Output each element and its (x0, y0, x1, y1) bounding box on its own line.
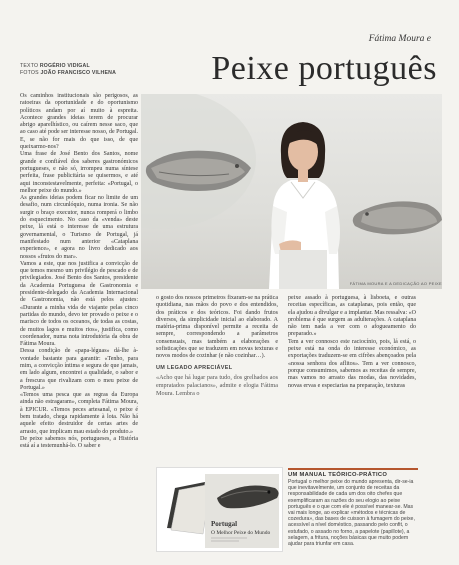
article-title: Peixe português (211, 50, 437, 87)
sidebar-box (288, 468, 418, 547)
woman-figure (269, 122, 340, 289)
text-column-3 (288, 295, 416, 390)
photo-illustration (141, 94, 442, 289)
portrait-photo (141, 94, 442, 289)
paragraph: o gosto dos nossos primeiros fixaram-se na prática quotidiana, nas mãos do povo e dos entendidos, dos práticos e dos teóricos. Foi dando frutos diversos, da simplicidade inicial ao elaborado. A matéria-prima disponível permite a receita de sempre, correspondendo a parâmetros consensuais, mas também a elaborações e sofisticações que se traduzem em novas texturas e novos modos de cozinhar (e não cozinhar…). (156, 295, 278, 360)
paragraph: peixe assado à portuguesa, à lisboeta, e outras receitas específicas, as cataplanas, pois então, que ela ajudou a divulgar e a implantar. Mas ressalva: «O problema é que surgem as adulterações. A cataplana não tem nada a ver com o afogueamento do preparado.» (288, 295, 416, 338)
photographer-name: JOÃO FRANCISCO VILHENA (40, 70, 117, 76)
author-line: Fátima Moura e (368, 34, 431, 44)
book-image (156, 467, 283, 552)
text-column-2 (156, 295, 278, 398)
book-title-line2: O Melhor Peixe do Mundo (211, 530, 271, 536)
paragraph: Vamos a este, que nos justifica a convicção de que temos mesmo um privilégio de pescado e de privilegiados. José Bento dos Santos, presidente da Academia Portuguesa de Gastronomia e presidente-delegado da Academia Internacional de Gastronomia, não está pelos ajustes: «Durante a minha vida de viajante pelas cinco partidas do mundo, devo ter provado o peixe e o marisco de todos os oceanos, de todas as costas, de muitos lagos e muitos rios», justifica, como coordenador, numa nota introdutória da obra de Fátima Moura. (20, 260, 138, 348)
author-name: ROGÉRIO VIDIGAL (39, 63, 90, 69)
text-column-1 (20, 93, 138, 451)
credits: TEXTO ROGÉRIO VIDIGAL FOTOS JOÃO FRANCISCO VILHENA (20, 63, 117, 76)
pull-quote: «Acho que há lugar para tudo, dos grelhados aos empratados palacianos», admite e elogia Fátima Moura. Lembra o (156, 373, 278, 397)
paragraph: Dessa condição de «papa-léguas» dá-lhe à-vontade bastante para garantir: «Tenho, para mim, a convicção íntima e segura de que jamais, em lado algum, encontrei a qualidade, o sabor e a frescura que rivalizam com o meu peixe de Portugal.» (20, 348, 138, 391)
photo-caption: FÁTIMA MOURA E A DEDICAÇÃO AO PEIXE (349, 281, 442, 286)
paragraph: De peixe sabemos nós, portugueses, a História está aí a testemunhá-lo. O saber e (20, 435, 138, 450)
fish-sculpture-right (353, 201, 442, 234)
paragraph: Uma frase de José Bento dos Santos, nome grande e confiável dos saberes gastronómicos portugueses, e não só, irrompeu numa síntese perfeita, frase publicitária se quisermos, e até aqui inconstestavelmente, perfeita: «Portugal, o melhor peixe do mundo.» (20, 151, 138, 194)
book-cover-illustration (157, 468, 283, 552)
sidebar-body: Portugal o melhor peixe do mundo apresenta, dir-se-ia que inevitavelmente, um conjunto de receitas da responsabilidade de cada um dos oito chefes que exemplificaram as razões do seu elogio ao peixe português e o que com ele é possível manear-se. Mas vai mais longe, ao explicar «métodos e técnicas de cozedura», das bases de cuisson à fumagem do peixe, acessível a nível doméstico, passando pelo confit, o estufado, o assado no forno, a papelote (papillote), a selagem, a fritura, noções básicas que muito podem ajudar para triunfar em casa. (288, 479, 415, 548)
paragraph: «Temos uma pesca que as regras da Europa ainda não estragaram», completa Fátima Moura, à EPICUR. «Temos peces artesanal, o peixe é bem tratado, chega rapidamente à lota. Não há aquele efeito destruidor de certas artes de arrasto, que implicam mau estado do produto.» (20, 392, 138, 435)
paragraph: As grandes ideias podem ficar no limite de um desafio, num circunlóquio, numa ironia. Se não surgir o braço executor, nunca romperá o limbo do esquecimento. No caso da «venda» deste peixe, lá está o interesse de uma estrutura governamental, o Turismo de Portugal, já manifestado num anterior «Cataplana experience», e agora no livro dedicado aos nossos «frutos do mar». (20, 195, 138, 260)
sidebar-heading: UM MANUAL TEÓRICO-PRÁTICO (288, 468, 418, 478)
paragraph: Os caminhos institucionais são perigosos, as ratoeiras da oportunidade e do oportunismo políticos andam por aí muito à espreita. Acontece grandes ideias terem de procurar abrigo aparelhístico, ou caírem nesse saco, que ao caso até pode ser interesse nosso, de Portugal. E, se não for mais do que isso, de que queixarmo-nos? (20, 93, 138, 151)
book-title-line1: Portugal (211, 520, 238, 528)
paragraph: Tem a ver connosco este raciocínio, pois, lá está, o peixe está na onda do interesse económico, as exportações traduzem-se em cifrões abençoados pela «nossa senhora dos aflitos». Tem a ver connosco, porque consumimos, sabemos as receitas de sempre, mas vamos no arrasto das modas, das novidades, novas ervas e especiarias na preparação, texturas (288, 338, 416, 389)
section-heading: UM LEGADO APRECIÁVEL (156, 364, 233, 371)
